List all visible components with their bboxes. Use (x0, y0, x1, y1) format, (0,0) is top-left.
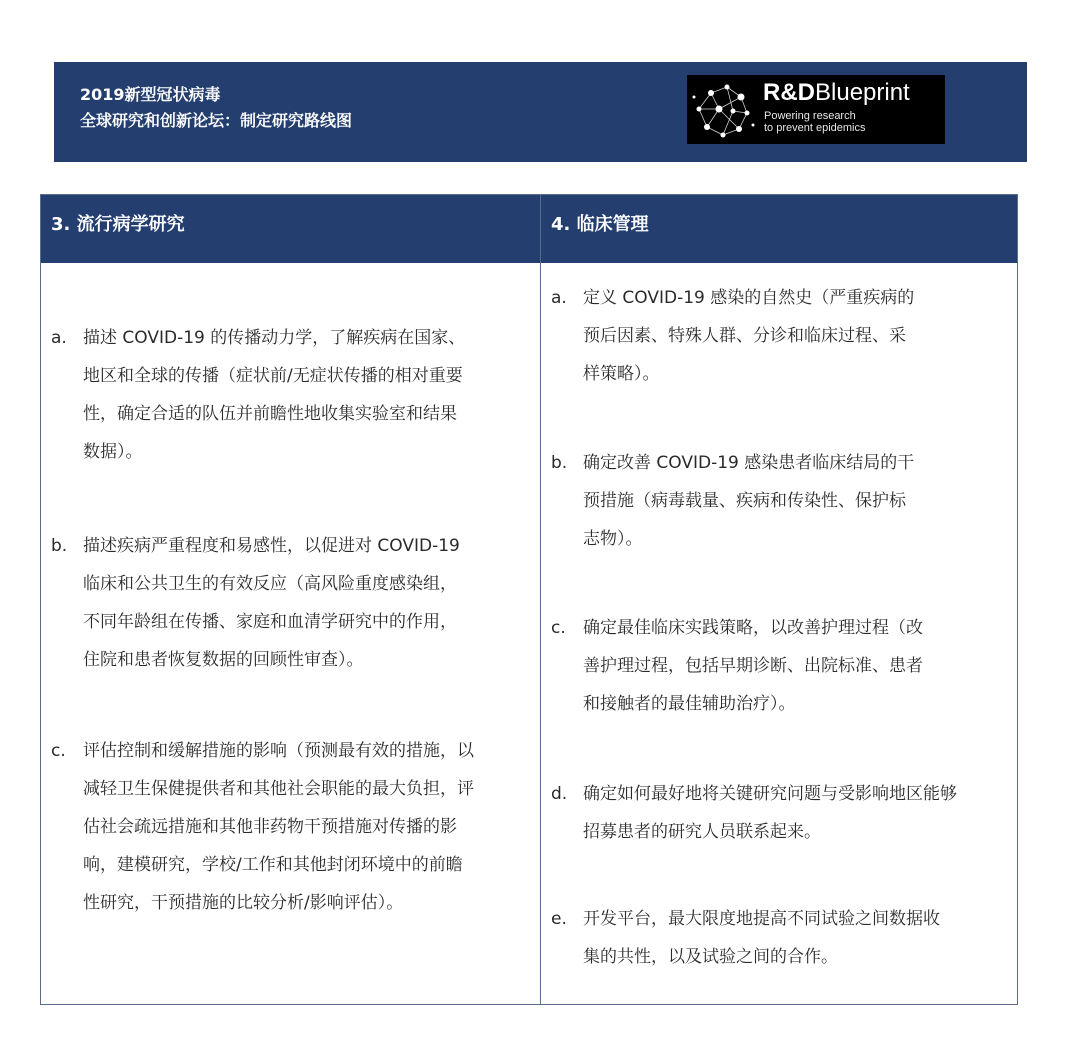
epidemiology-column (41, 195, 541, 1004)
item-line: 确定改善 COVID-19 感染患者临床结局的干 (583, 453, 915, 473)
item-line: 样策略）。 (583, 364, 660, 384)
item-line: 定义 COVID-19 感染的自然史（严重疾病的 (583, 288, 915, 308)
item-line: 开发平台，最大限度地提高不同试验之间数据收 (583, 909, 940, 929)
epidemiology-item-c (51, 732, 474, 922)
item-line: 预措施（病毒载量、疾病和传染性、保护标 (583, 491, 906, 511)
item-line: 性研究，干预措施的比较分析/影响评估）。 (83, 893, 404, 913)
rd-blueprint-logo (687, 75, 945, 144)
item-line: 确定如何最好地将关键研究问题与受影响地区能够 (583, 784, 957, 804)
banner-title (80, 82, 352, 134)
epidemiology-item-b (51, 527, 460, 679)
item-letter: a. (551, 288, 567, 308)
item-line: 住院和患者恢复数据的回顾性审查）。 (83, 650, 364, 670)
logo-tagline-line1: Powering research (764, 110, 856, 122)
item-line: 地区和全球的传播（症状前/无症状传播的相对重要 (83, 366, 463, 386)
clinical-management-header: 4. 临床管理 (541, 195, 1017, 263)
clinical-item-d (551, 775, 957, 851)
header-banner (54, 62, 1027, 162)
item-letter: b. (551, 453, 568, 473)
item-line: 评估控制和缓解措施的影响（预测最有效的措施，以 (83, 741, 474, 761)
item-line: 估社会疏远措施和其他非药物干预措施对传播的影 (83, 817, 457, 837)
item-line: 描述疾病严重程度和易感性，以促进对 COVID-19 (83, 536, 460, 556)
item-letter: e. (551, 909, 567, 929)
banner-title-line1: 2019新型冠状病毒 (80, 85, 221, 104)
clinical-item-b (551, 444, 914, 558)
item-line: 数据）。 (83, 442, 143, 462)
logo-tagline-line2: to prevent epidemics (764, 122, 866, 134)
epidemiology-header: 3. 流行病学研究 (41, 195, 540, 263)
network-globe-icon (689, 79, 759, 141)
clinical-item-a (551, 279, 914, 393)
item-line: 响，建模研究，学校/工作和其他封闭环境中的前瞻 (83, 855, 463, 875)
item-letter: b. (51, 536, 68, 556)
item-letter: a. (51, 328, 67, 348)
logo-name-bold: R&D (763, 79, 815, 106)
item-line: 性，确定合适的队伍并前瞻性地收集实验室和结果 (83, 404, 457, 424)
logo-name-regular: Blueprint (815, 79, 910, 106)
item-letter: d. (551, 784, 568, 804)
item-letter: c. (51, 741, 66, 761)
item-line: 志物）。 (583, 529, 643, 549)
item-line: 善护理过程，包括早期诊断、出院标准、患者 (583, 656, 923, 676)
logo-wordmark (763, 79, 910, 107)
item-line: 确定最佳临床实践策略，以改善护理过程（改 (583, 618, 923, 638)
item-line: 预后因素、特殊人群、分诊和临床过程、采 (583, 326, 906, 346)
item-line: 不同年龄组在传播、家庭和血清学研究中的作用， (83, 612, 457, 632)
logo-tagline (764, 110, 866, 134)
item-line: 临床和公共卫生的有效反应（高风险重度感染组， (83, 574, 457, 594)
research-table (40, 194, 1018, 1005)
clinical-management-column (541, 195, 1017, 1004)
clinical-item-e (551, 900, 940, 976)
item-line: 减轻卫生保健提供者和其他社会职能的最大负担，评 (83, 779, 474, 799)
item-line: 描述 COVID-19 的传播动力学，了解疾病在国家、 (83, 328, 466, 348)
banner-title-line2: 全球研究和创新论坛：制定研究路线图 (80, 111, 353, 130)
item-line: 集的共性，以及试验之间的合作。 (583, 947, 838, 967)
item-letter: c. (551, 618, 566, 638)
item-line: 和接触者的最佳辅助治疗）。 (583, 694, 796, 714)
epidemiology-item-a (51, 319, 465, 471)
item-line: 招募患者的研究人员联系起来。 (583, 822, 821, 842)
clinical-item-c (551, 609, 923, 723)
